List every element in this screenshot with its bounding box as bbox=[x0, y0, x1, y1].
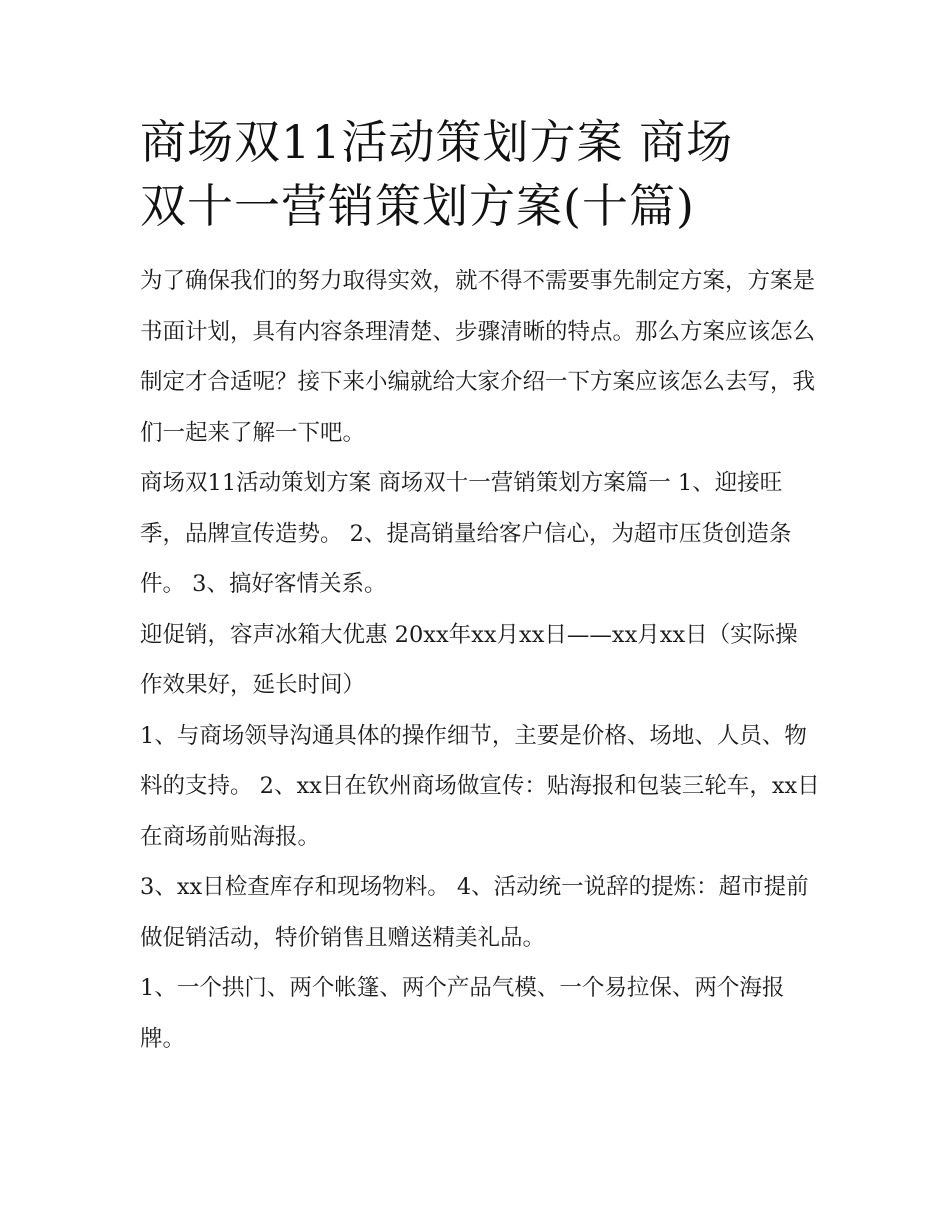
title-line-2: 双十一营销策划方案(十篇) bbox=[140, 179, 695, 233]
document-body bbox=[140, 256, 820, 1064]
paragraph-intro: 为了确保我们的努力取得实效，就不得不需要事先制定方案，方案是书面计划，具有内容条理清楚、步骤清晰的特点。那么方案应该怎么制定才合适呢？接下来小编就给大家介绍一下方案应该怎么去写，我们一起来了解一下吧。 bbox=[140, 268, 816, 446]
paragraph-goals: 商场双11活动策划方案 商场双十一营销策划方案篇一 1、迎接旺季，品牌宣传造势。 2、提高销量给客户信心，为超市压货创造条件。 3、搞好客情关系。 bbox=[140, 470, 792, 597]
document-title bbox=[140, 110, 820, 238]
title-line-1: 商场双11活动策划方案 商场 bbox=[140, 115, 734, 169]
document-page bbox=[140, 110, 820, 1064]
paragraph-promotion-date: 迎促销，容声冰箱大优惠 20xx年xx月xx日——xx月xx日（实际操作效果好，延长时间） bbox=[140, 621, 798, 698]
paragraph-steps-1: 1、与商场领导沟通具体的操作细节，主要是价格、场地、人员、物料的支持。 2、xx日在钦州商场做宣传：贴海报和包装三轮车，xx日在商场前贴海报。 bbox=[140, 722, 820, 850]
paragraph-materials: 1、一个拱门、两个帐篷、两个产品气模、一个易拉保、两个海报牌。 bbox=[140, 975, 785, 1052]
paragraph-steps-2: 3、xx日检查库存和现场物料。 4、活动统一说辞的提炼：超市提前做促销活动，特价销售且赠送精美礼品。 bbox=[140, 874, 809, 951]
